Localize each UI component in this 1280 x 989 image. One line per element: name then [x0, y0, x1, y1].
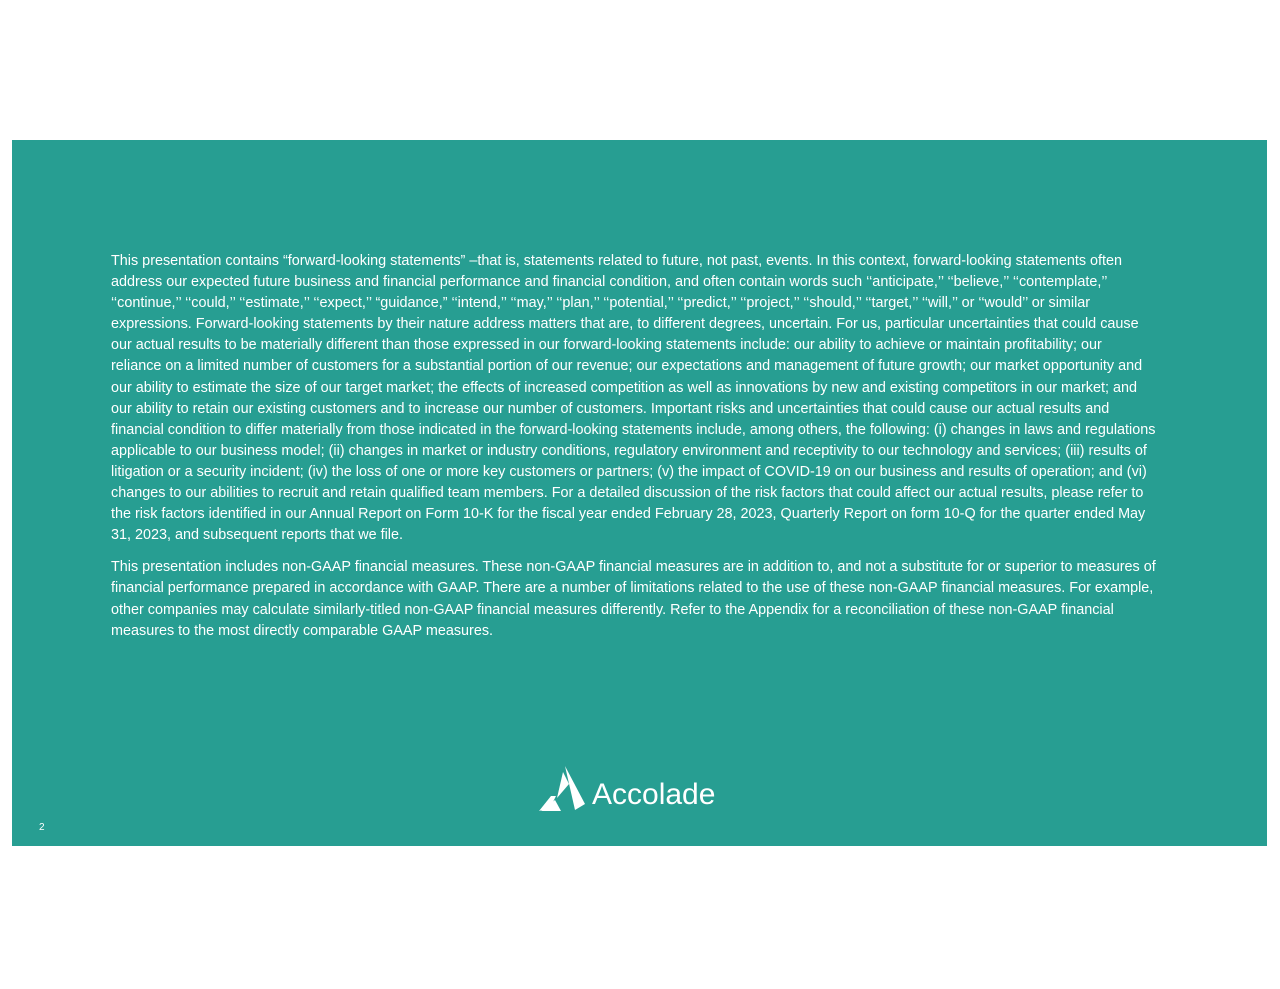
disclaimer-text — [111, 251, 1156, 642]
accolade-mark-icon — [539, 766, 585, 812]
non-gaap-paragraph: This presentation includes non-GAAP financial measures. These non-GAAP financial measures are in addition to, and not a substitute for or superior to measures of financial performance prepared in accordance with GAAP. There are a number of limitations related to the use of these non-GAAP financial measures. For example, other companies may calculate similarly-titled non-GAAP financial measures differently. Refer to the Appendix for a reconciliation of these non-GAAP financial measures to the most directly comparable GAAP measures. — [111, 559, 1156, 639]
forward-looking-statements-paragraph: This presentation contains “forward-looking statements” –that is, statements related to future, not past, events. In this context, forward-looking statements often address our expected future business and financial performance and financial condition, and often contain words such ‘‘anticipate,’’ ‘‘believe,’’ ‘‘contemplate,’’ ‘‘continue,’’ ‘‘could,’’ ‘‘estimate,’’ ‘‘expect,’’ “guidance,” ‘‘intend,’’ ‘‘may,’’ ‘‘plan,’’ ‘‘potential,’’ ‘‘predict,’’ ‘‘project,’’ ‘‘should,’’ ‘‘target,’’ ‘‘will,’’ or ‘‘would’’ or similar expressions. Forward-looking statements by their nature address matters that are, to different degrees, uncertain. For us, particular uncertainties that could cause our actual results to be materially different than those expressed in our forward-looking statements include: our ability to achieve or maintain profitability; our reliance on a limited number of customers for a substantial portion of our revenue; our expectations and management of future growth; our market opportunity and our ability to estimate the size of our target market; the effects of increased competition as well as innovations by new and existing competitors in our market; and our ability to retain our existing customers and to increase our number of customers. Important risks and uncertainties that could cause our actual results and financial condition to differ materially from those indicated in the forward-looking statements include, among others, the following: (i) changes in laws and regulations applicable to our business model; (ii) changes in market or industry conditions, regulatory environment and receptivity to our technology and services; (iii) results of litigation or a security incident; (iv) the loss of one or more key customers or partners; (v) the impact of COVID-19 on our business and results of operation; and (vi) changes to our abilities to recruit and retain qualified team members. For a detailed discussion of the risk factors that could affect our actual results, please refer to the risk factors identified in our Annual Report on Form 10-K for the fiscal year ended February 28, 2023, Quarterly Report on form 10-Q for the quarter ended May 31, 2023, and subsequent reports that we file. — [111, 253, 1156, 544]
logo-wordmark: Accolade — [592, 778, 716, 811]
accolade-logo — [539, 765, 715, 813]
slide — [12, 140, 1267, 846]
page-number: 2 — [39, 822, 45, 833]
